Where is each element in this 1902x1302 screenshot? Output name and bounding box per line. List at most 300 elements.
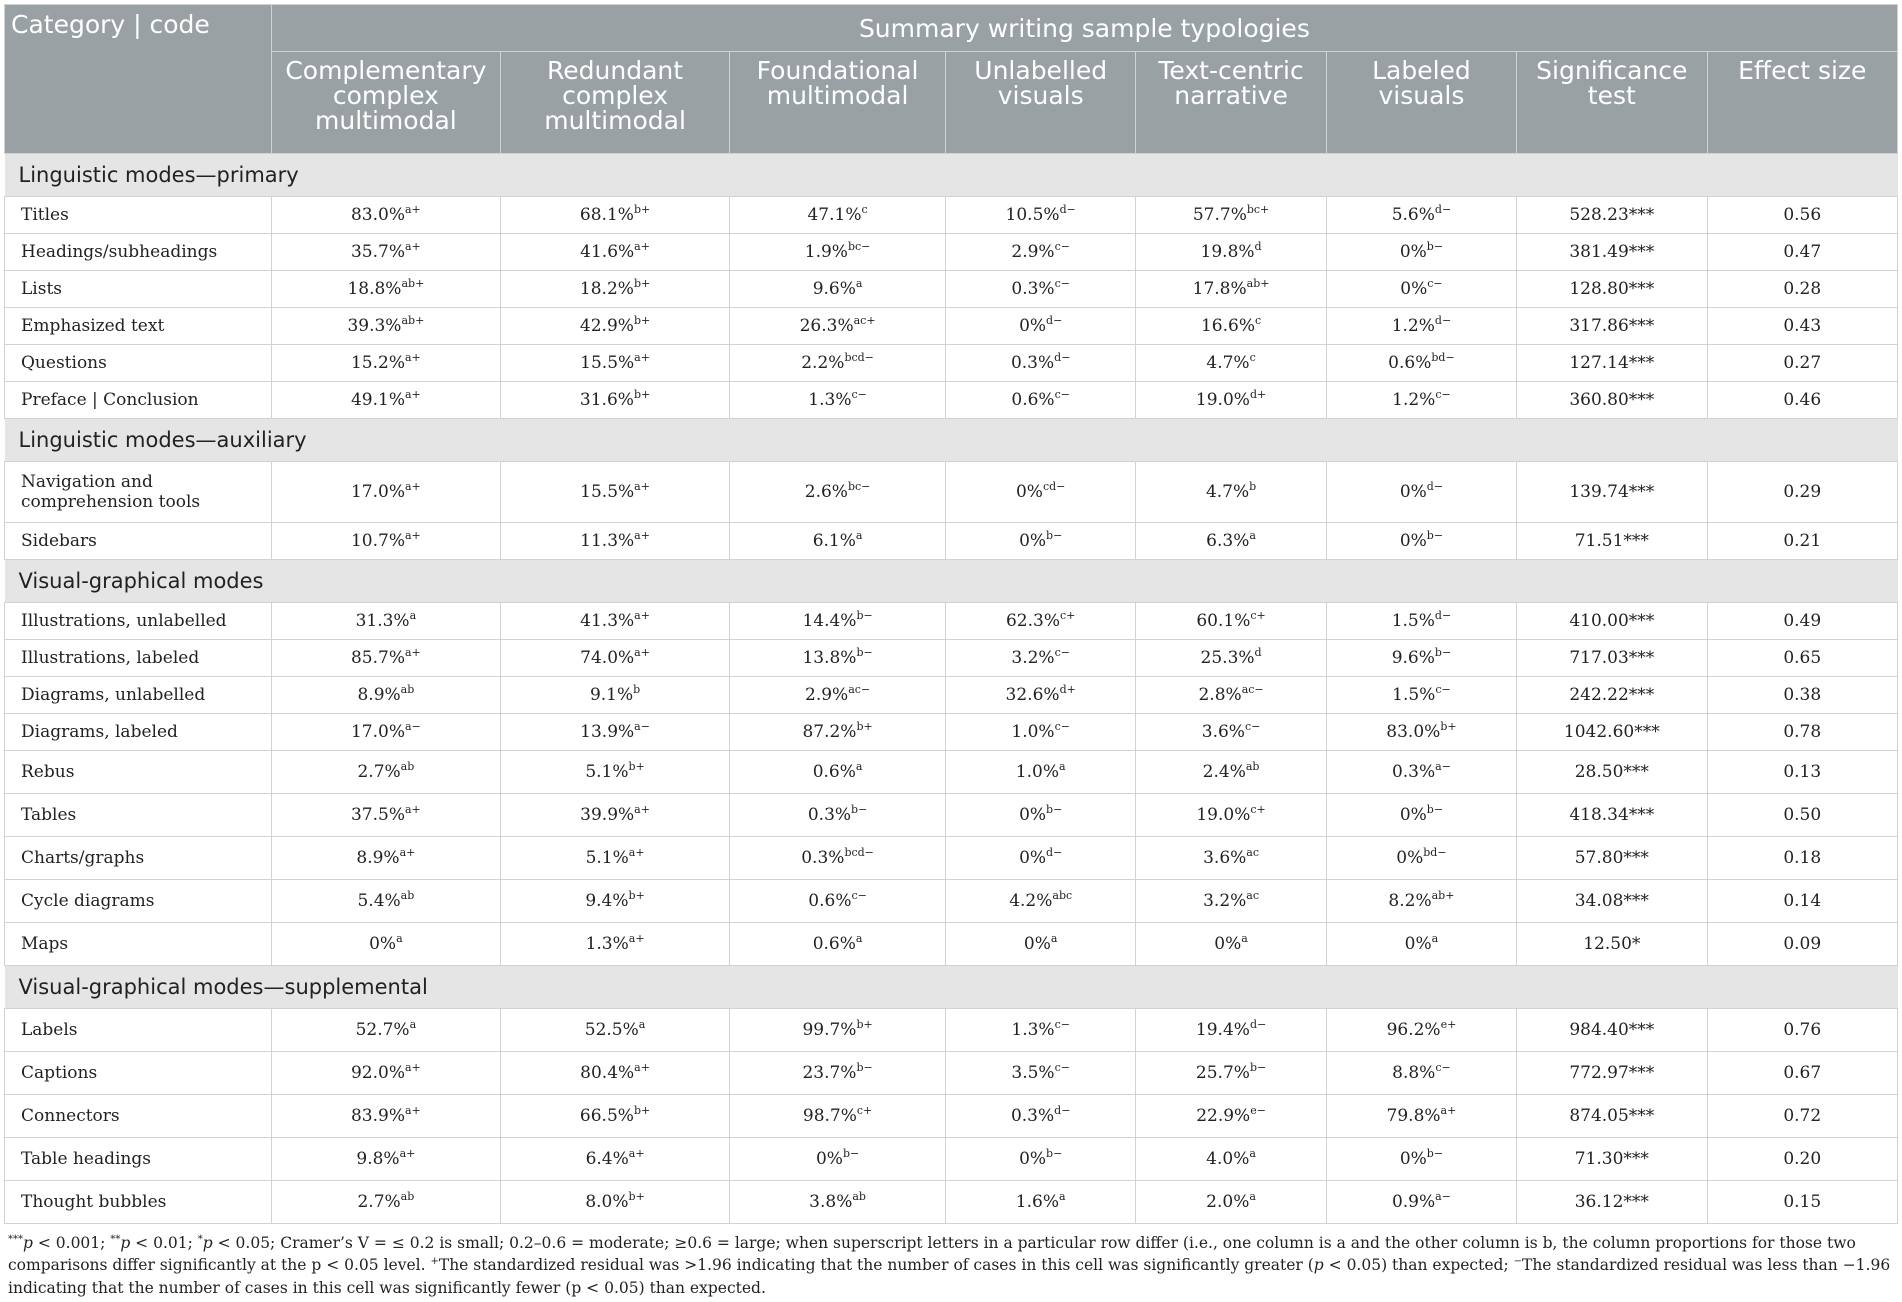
cell-value: 10.5% [1005,205,1060,225]
cell-superscript: b+ [633,388,651,401]
cell-value: 68.1% [579,205,634,225]
cell-superscript: a+ [404,529,421,542]
row-label: Connectors [5,1095,272,1138]
percent-cell [500,1009,729,1052]
row-label: Questions [5,345,272,382]
table-row [5,197,1898,234]
section-title: Linguistic modes—auxiliary [5,419,1898,462]
cell-value: 2.9% [805,685,849,705]
significance-cell: 12.50* [1517,923,1707,966]
percent-cell [730,523,946,560]
percent-cell [1326,751,1516,794]
cell-value: 2.7% [357,1192,401,1212]
significance-cell: 772.97*** [1517,1052,1707,1095]
cell-superscript: a+ [404,646,421,659]
cell-value: 15.2% [350,353,405,373]
percent-cell [500,751,729,794]
effect-size-cell: 0.46 [1707,382,1898,419]
percent-cell [500,271,729,308]
cell-superscript: b+ [628,760,645,773]
footnote-p: p [23,1234,33,1252]
cell-value: 0% [1023,934,1051,954]
significance-cell: 410.00*** [1517,603,1707,640]
cell-value: 1.6% [1015,1192,1059,1212]
percent-cell [1136,603,1326,640]
cell-superscript: a+ [404,803,421,816]
cell-superscript: bc− [847,240,871,253]
cell-value: 83.9% [350,1106,405,1126]
cell-value: 15.5% [580,482,635,502]
effect-size-cell: 0.21 [1707,523,1898,560]
table-row [5,714,1898,751]
percent-cell [271,1052,500,1095]
cell-value: 2.7% [357,762,401,782]
cell-value: 0.3% [1011,279,1055,299]
percent-cell [946,382,1136,419]
cell-value: 0% [1019,531,1047,551]
percent-cell [500,1138,729,1181]
cell-superscript: c− [1054,646,1070,659]
table-header [5,5,1898,154]
cell-superscript: c− [1054,277,1070,290]
table-row [5,1009,1898,1052]
row-label: Diagrams, labeled [5,714,272,751]
row-label: Table headings [5,1138,272,1181]
percent-cell [271,714,500,751]
cell-superscript: c− [1054,240,1070,253]
cell-superscript: bc− [847,480,871,493]
significance-cell: 717.03*** [1517,640,1707,677]
effect-size-cell: 0.78 [1707,714,1898,751]
cell-superscript: a+ [634,609,650,622]
cell-superscript: d+ [1059,683,1076,696]
percent-cell [271,1138,500,1181]
percent-cell [271,271,500,308]
significance-cell: 360.80*** [1517,382,1707,419]
cell-value: 0% [1396,848,1424,868]
column-header: Labeled visuals [1326,52,1516,154]
cell-superscript: c− [1054,1018,1070,1031]
cell-value: 0% [369,934,397,954]
cell-superscript: d− [1059,203,1076,216]
percent-cell [1136,382,1326,419]
significance-cell: 528.23*** [1517,197,1707,234]
cell-superscript: c− [1054,1061,1070,1074]
cell-superscript: ab [400,760,415,773]
footnote-sup: ** [110,1234,121,1245]
effect-size-cell: 0.15 [1707,1181,1898,1224]
percent-cell [271,197,500,234]
cell-value: 62.3% [1005,611,1060,631]
percent-cell [500,923,729,966]
cell-value: 6.1% [812,531,856,551]
cell-value: 13.8% [802,648,857,668]
cell-superscript: b [1249,480,1257,493]
percent-cell [271,523,500,560]
cell-superscript: b− [1249,1061,1267,1074]
percent-cell [730,1052,946,1095]
effect-size-cell: 0.56 [1707,197,1898,234]
significance-cell: 71.51*** [1517,523,1707,560]
table-row [5,640,1898,677]
cell-value: 3.2% [1011,648,1055,668]
cell-superscript: a+ [634,480,650,493]
cell-superscript: ab [400,683,415,696]
percent-cell [946,677,1136,714]
cell-superscript: c− [1435,683,1451,696]
percent-cell [1136,271,1326,308]
cell-superscript: c− [851,889,867,902]
cell-superscript: c− [1435,388,1451,401]
cell-value: 66.5% [579,1106,634,1126]
row-label: Labels [5,1009,272,1052]
percent-cell [271,462,500,523]
percent-cell [1326,345,1516,382]
effect-size-cell: 0.49 [1707,603,1898,640]
cell-superscript: b− [856,609,873,622]
cell-superscript: d− [1054,1104,1071,1117]
cell-superscript: c− [1244,720,1261,733]
cell-superscript: d− [1249,1018,1267,1031]
cell-value: 19.0% [1196,805,1251,825]
cell-value: 52.7% [355,1020,410,1040]
page [4,4,1898,1299]
percent-cell [500,345,729,382]
cell-value: 6.3% [1206,531,1250,551]
percent-cell [730,923,946,966]
percent-cell [500,197,729,234]
cell-superscript: e− [1250,1104,1266,1117]
cell-value: 5.6% [1391,205,1435,225]
percent-cell [946,1138,1136,1181]
footnote-text: < 0.05; Cramer’s V = ≤ 0.2 is small; 0.2–0.6 = moderate; ≥0.6 = large; when superscript letters in a particular row differ (i.e., one column is a and the other column is b, the column proportions for those two comparisons differ significantly at the p < 0.05 level. [8,1234,1856,1275]
percent-cell [271,603,500,640]
cell-value: 41.6% [580,242,635,262]
percent-cell [946,1095,1136,1138]
cell-value: 41.3% [580,611,635,631]
cell-superscript: a+ [1440,1104,1457,1117]
cell-superscript: ac [1246,846,1260,859]
table-row [5,923,1898,966]
significance-cell: 418.34*** [1517,794,1707,837]
cell-value: 22.9% [1196,1106,1251,1126]
footnote-p: p [1313,1256,1324,1275]
cell-value: 0% [1399,805,1427,825]
significance-cell: 874.05*** [1517,1095,1707,1138]
cell-superscript: abc [1052,889,1073,902]
cell-value: 0% [1019,1149,1047,1169]
row-label: Emphasized text [5,308,272,345]
cell-superscript: b− [1426,529,1444,542]
cell-value: 15.5% [580,353,635,373]
footnote-sup: * [197,1234,203,1245]
cell-value: 0.3% [1010,1106,1055,1126]
cell-value: 3.8% [809,1192,853,1212]
cell-superscript: d [1254,646,1262,659]
percent-cell [1136,640,1326,677]
table-body [5,154,1898,1224]
percent-cell [500,1181,729,1224]
cell-value: 92.0% [350,1063,405,1083]
cell-value: 9.6% [812,279,856,299]
cell-value: 0% [1019,805,1047,825]
cell-value: 5.4% [357,891,401,911]
percent-cell [1326,523,1516,560]
percent-cell [1326,923,1516,966]
cell-value: 0% [1019,316,1047,336]
percent-cell [730,603,946,640]
table-row [5,1138,1898,1181]
cell-superscript: c [1254,314,1262,327]
percent-cell [946,1181,1136,1224]
table-row [5,271,1898,308]
cell-superscript: cd− [1042,480,1066,493]
cell-value: 83.0% [350,205,405,225]
effect-size-cell: 0.09 [1707,923,1898,966]
percent-cell [730,462,946,523]
cell-superscript: ab [400,889,415,902]
cell-superscript: b+ [628,889,645,902]
percent-cell [946,603,1136,640]
cell-superscript: a [855,529,863,542]
cell-superscript: ac+ [853,314,876,327]
effect-size-cell: 0.50 [1707,794,1898,837]
row-label: Sidebars [5,523,272,560]
percent-cell [1326,880,1516,923]
footnote-p: p [202,1234,213,1252]
cell-value: 49.1% [350,390,405,410]
cell-superscript: b+ [856,720,873,733]
cell-superscript: b+ [633,1104,651,1117]
percent-cell [500,462,729,523]
percent-cell [730,1138,946,1181]
percent-cell [1136,923,1326,966]
cell-superscript: b− [1426,803,1444,816]
significance-cell: 317.86*** [1517,308,1707,345]
cell-value: 9.4% [585,891,629,911]
cell-value: 31.6% [579,390,634,410]
percent-cell [1326,308,1516,345]
percent-cell [500,794,729,837]
cell-superscript: a+ [634,529,650,542]
percent-cell [1136,794,1326,837]
percent-cell [730,308,946,345]
cell-value: 9.8% [356,1149,400,1169]
column-header: Effect size [1707,52,1898,154]
cell-superscript: bc+ [1246,203,1270,216]
cell-superscript: c [861,203,868,216]
cell-value: 14.4% [802,611,857,631]
table-row [5,523,1898,560]
percent-cell [730,1009,946,1052]
percent-cell [1326,1095,1516,1138]
percent-cell [1136,462,1326,523]
cell-superscript: b+ [1440,720,1457,733]
cell-value: 39.3% [347,316,402,336]
cell-value: 1.9% [804,242,848,262]
significance-cell: 1042.60*** [1517,714,1707,751]
percent-cell [1136,197,1326,234]
cell-value: 0.3% [801,848,845,868]
footnote-text: < 0.01; [130,1234,198,1252]
cell-superscript: c [1249,351,1256,364]
cell-value: 18.2% [579,279,634,299]
significance-cell: 36.12*** [1517,1181,1707,1224]
row-label: Illustrations, labeled [5,640,272,677]
significance-cell: 242.22*** [1517,677,1707,714]
significance-cell: 127.14*** [1517,345,1707,382]
row-label: Titles [5,197,272,234]
cell-superscript: a [1059,760,1066,773]
row-label: Rebus [5,751,272,794]
percent-cell [730,271,946,308]
percent-cell [730,1181,946,1224]
effect-size-cell: 0.14 [1707,880,1898,923]
percent-cell [1326,837,1516,880]
percent-cell [271,923,500,966]
effect-size-cell: 0.38 [1707,677,1898,714]
percent-cell [500,523,729,560]
percent-cell [946,234,1136,271]
section-title: Linguistic modes—primary [5,154,1898,197]
cell-superscript: b− [856,646,873,659]
percent-cell [271,345,500,382]
cell-superscript: b− [1426,1147,1444,1160]
percent-cell [271,880,500,923]
cell-value: 0% [1404,934,1432,954]
cell-superscript: a+ [404,388,421,401]
significance-cell: 128.80*** [1517,271,1707,308]
cell-value: 80.4% [580,1063,635,1083]
cell-value: 79.8% [1386,1106,1441,1126]
cell-value: 4.7% [1205,482,1250,502]
cell-superscript: c− [1427,277,1443,290]
percent-cell [1326,234,1516,271]
cell-value: 8.8% [1392,1063,1436,1083]
cell-value: 2.6% [804,482,848,502]
cell-superscript: b+ [633,277,651,290]
cell-superscript: a [1249,529,1256,542]
percent-cell [500,603,729,640]
significance-cell: 984.40*** [1517,1009,1707,1052]
cell-value: 0% [815,1149,843,1169]
cell-superscript: a− [634,720,650,733]
cell-superscript: c+ [856,1104,873,1117]
cell-value: 6.4% [585,1149,629,1169]
table-row [5,462,1898,523]
cell-value: 3.6% [1203,848,1247,868]
cell-value: 47.1% [807,205,862,225]
percent-cell [730,345,946,382]
row-label: Headings/subheadings [5,234,272,271]
cell-superscript: c+ [1060,609,1076,622]
table-row [5,837,1898,880]
row-label: Diagrams, unlabelled [5,677,272,714]
row-label: Captions [5,1052,272,1095]
cell-value: 0% [1399,1149,1427,1169]
cell-superscript: d− [1434,609,1452,622]
percent-cell [1326,462,1516,523]
percent-cell [946,714,1136,751]
percent-cell [946,794,1136,837]
table-row [5,1181,1898,1224]
footnote-text: < 0.001; [32,1234,111,1252]
table-row [5,345,1898,382]
percent-cell [271,677,500,714]
cell-value: 0.3% [1391,762,1436,782]
cell-value: 17.0% [350,722,405,742]
percent-cell [271,234,500,271]
percent-cell [1136,880,1326,923]
cell-superscript: b− [851,803,868,816]
cell-superscript: a [409,609,417,622]
table-row [5,794,1898,837]
cell-superscript: d− [1046,314,1063,327]
effect-size-cell: 0.20 [1707,1138,1898,1181]
cell-superscript: a [396,932,403,945]
cell-superscript: a+ [628,1147,645,1160]
cell-value: 42.9% [579,316,634,336]
cell-superscript: a+ [628,846,645,859]
cell-value: 8.2% [1388,891,1432,911]
column-header: Text-centric narrative [1136,52,1326,154]
percent-cell [1326,382,1516,419]
significance-cell: 34.08*** [1517,880,1707,923]
cell-value: 25.7% [1195,1063,1250,1083]
cell-superscript: b+ [628,1190,645,1203]
percent-cell [730,640,946,677]
results-table [4,4,1898,1224]
cell-value: 19.8% [1200,242,1255,262]
cell-superscript: c+ [1250,609,1266,622]
percent-cell [271,1009,500,1052]
percent-cell [271,640,500,677]
cell-superscript: a+ [404,480,421,493]
significance-cell: 381.49*** [1517,234,1707,271]
percent-cell [1326,271,1516,308]
cell-superscript: d− [1054,351,1071,364]
percent-cell [946,197,1136,234]
cell-value: 0% [1015,482,1043,502]
cell-superscript: a− [404,720,421,733]
section-row [5,419,1898,462]
cell-superscript: ab+ [1246,277,1270,290]
percent-cell [1326,1052,1516,1095]
cell-value: 1.0% [1011,722,1055,742]
cell-value: 35.7% [350,242,405,262]
cell-value: 23.7% [802,1063,857,1083]
row-label: Illustrations, unlabelled [5,603,272,640]
cell-superscript: a− [1435,760,1451,773]
table-row [5,880,1898,923]
cell-superscript: b− [1046,529,1063,542]
cell-value: 2.9% [1011,242,1055,262]
percent-cell [946,308,1136,345]
percent-cell [730,197,946,234]
cell-value: 0% [1019,848,1047,868]
percent-cell [500,677,729,714]
table-footnote [4,1224,1902,1299]
cell-superscript: a+ [404,203,421,216]
typologies-header: Summary writing sample typologies [271,5,1897,52]
cell-value: 4.7% [1206,353,1250,373]
cell-value: 5.1% [585,762,629,782]
cell-superscript: c− [1435,1061,1451,1074]
cell-superscript: a [1050,932,1058,945]
percent-cell [1136,1095,1326,1138]
percent-cell [1326,1009,1516,1052]
cell-value: 2.2% [801,353,845,373]
